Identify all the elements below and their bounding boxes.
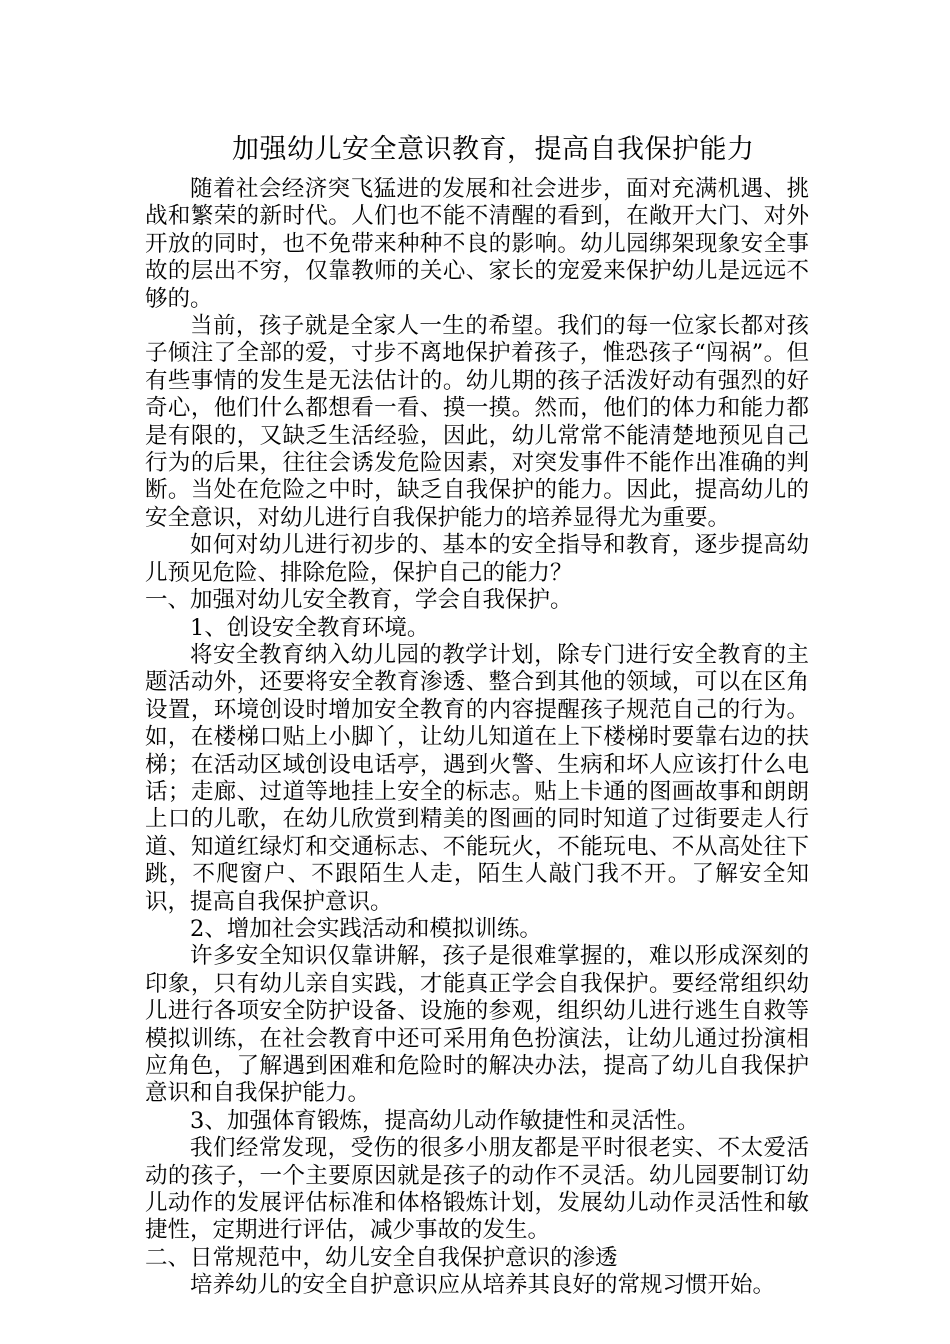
paragraph: 培养幼儿的安全自护意识应从培养其良好的常规习惯开始。	[190, 1272, 776, 1299]
section-heading: 二、日常规范中，幼儿安全自我保护意识的渗透	[145, 1244, 618, 1271]
paragraph: 许多安全知识仅靠讲解，孩子是很难掌握的，难以形成深刻的印象，只有幼儿亲自实践，才能真正学会自我保护。要经常组织幼儿进行各项安全防护设备、设施的参观，组织幼儿进行逃生自救等模拟训练，在社会教育中还可采用角色扮演法，让幼儿通过扮演相应角色，了解遇到困难和危险时的解决办法，提高了幼儿自我保护意识和自我保护能力。	[145, 943, 809, 1107]
paragraph: 1、创设安全教育环境。	[190, 614, 430, 641]
paragraph: 3、加强体育锻炼，提高幼儿动作敏捷性和灵活性。	[190, 1107, 700, 1134]
paragraph: 将安全教育纳入幼儿园的教学计划，除专门进行安全教育的主题活动外，还要将安全教育渗透、整合到其他的领域，可以在区角设置，环境创设时增加安全教育的内容提醒孩子规范自己的行为。如，在楼梯口贴上小脚丫，让幼儿知道在上下楼梯时要靠右边的扶梯；在活动区域创设电话亭，遇到火警、生病和坏人应该打什么电话；走廊、过道等地挂上安全的标志。贴上卡通的图画故事和朗朗上口的儿歌，在幼儿欣赏到精美的图画的同时知道了过街要走人行道、知道红绿灯和交通标志、不能玩火，不能玩电、不从高处往下跳，不爬窗户、不跟陌生人走，陌生人敲门我不开。了解安全知识，提高自我保护意识。	[145, 641, 809, 915]
section-heading: 一、加强对幼儿安全教育，学会自我保护。	[145, 587, 573, 614]
paragraph: 随着社会经济突飞猛进的发展和社会进步，面对充满机遇、挑战和繁荣的新时代。人们也不能不清醒的看到，在敞开大门、对外开放的同时，也不免带来种种不良的影响。幼儿园绑架现象安全事故的层出不穷，仅靠教师的关心、家长的宠爱来保护幼儿是远远不够的。	[145, 176, 809, 312]
document-title: 加强幼儿安全意识教育，提高自我保护能力	[232, 134, 755, 165]
paragraph: 我们经常发现，受伤的很多小朋友都是平时很老实、不太爱活动的孩子，一个主要原因就是孩子的动作不灵活。幼儿园要制订幼儿动作的发展评估标准和体格锻炼计划，发展幼儿动作灵活性和敏捷性，定期进行评估，减少事故的发生。	[145, 1135, 809, 1244]
paragraph: 当前，孩子就是全家人一生的希望。我们的每一位家长都对孩子倾注了全部的爱，寸步不离地保护着孩子，惟恐孩子“闯祸”。但有些事情的发生是无法估计的。幼儿期的孩子活泼好动有强烈的好奇心，他们什么都想看一看、摸一摸。然而，他们的体力和能力都是有限的，又缺乏生活经验，因此，幼儿常常不能清楚地预见自己行为的后果，往往会诱发危险因素，对突发事件不能作出准确的判断。当处在危险之中时，缺乏自我保护的能力。因此，提高幼儿的安全意识，对幼儿进行自我保护能力的培养显得尤为重要。	[145, 313, 809, 531]
paragraph: 2、增加社会实践活动和模拟训练。	[190, 915, 542, 942]
paragraph: 如何对幼儿进行初步的、基本的安全指导和教育，逐步提高幼儿预见危险、排除危险，保护自己的能力？	[145, 532, 809, 586]
document-body	[145, 176, 809, 1300]
